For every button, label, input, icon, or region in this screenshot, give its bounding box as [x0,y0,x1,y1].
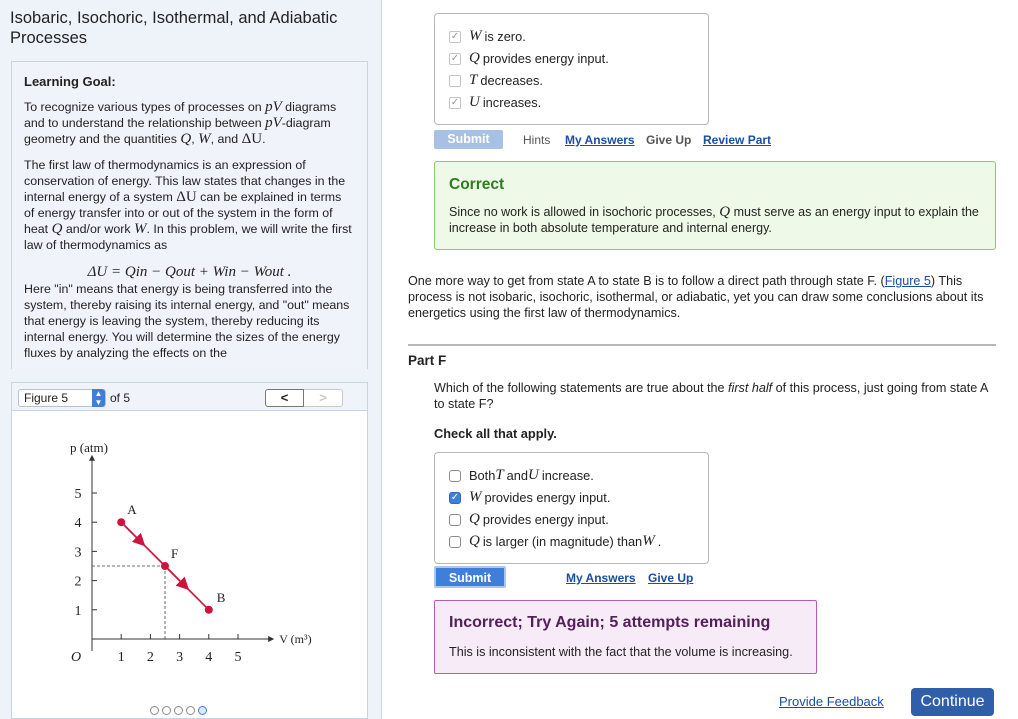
y-axis-label: p (atm) [70,439,108,455]
checkbox-checked[interactable]: ✓ [450,52,460,64]
next-figure-button[interactable]: > [304,389,343,407]
checkbox-unchecked[interactable] [449,514,461,526]
hints-button[interactable]: Hints [523,133,551,147]
part-f-option-1[interactable]: Both T and U increase. [449,467,594,484]
previous-part-options [434,13,709,125]
transition-text: One more way to get from state A to state B is to follow a direct path through state F. (Figure 5) This process is not isobaric, isochoric, isothermal, or adiabatic, yet you can draw some conclusions about its energetics using the first law of thermodynamics. [408,274,984,320]
y-tick-label: 5 [74,487,82,502]
pager-dot-2[interactable] [162,706,171,715]
checkbox-unchecked[interactable] [449,470,461,482]
part-f-submit-button[interactable]: Submit [434,566,506,588]
prev-option-3[interactable]: T decreases. [449,72,543,89]
x-tick-label: 2 [146,650,154,665]
correct-text: Since no work is allowed in isochoric processes, Q must serve as an energy input to explain the increase in both absolute temperature and internal energy. [449,204,979,235]
x-tick-label: 5 [234,650,242,665]
checkbox-checked[interactable]: ✓ [450,96,460,108]
prev-option-1[interactable]: ✓ W is zero. [450,28,526,44]
correct-feedback [434,161,996,250]
give-up-button[interactable]: Give Up [646,133,692,147]
part-f-my-answers-link[interactable]: My Answers [566,571,636,585]
x-axis-label: V (m³) [279,632,312,646]
learning-goal-box[interactable] [11,61,368,369]
learning-goal-text: To recognize various types of processes on pV diagrams and to understand the relationship between pV-diagram geometry and the quantities Q, W, and ΔU. [24,99,337,147]
part-f-option-4[interactable]: Q is larger (in magnitude) than W . [449,533,661,550]
figure-toolbar [12,383,367,411]
pager-dot-4[interactable] [186,706,195,715]
figure-5-link[interactable]: Figure 5 [884,274,931,288]
y-tick-label: 3 [74,545,82,561]
part-divider [408,344,996,346]
state-point-b [205,606,213,614]
incorrect-title: Incorrect; Try Again; 5 attempts remaining [449,614,771,631]
pv-diagram [12,412,367,702]
checkbox-checked[interactable]: ✓ [450,30,460,42]
pager-dot-1[interactable] [150,706,159,715]
previous-figure-button[interactable]: < [265,389,304,407]
in-out-explanation: Here "in" means that energy is being transferred into the system, thereby raising its internal energy, and "out" means that energy is leaving the system, thereby reducing its internal energy. You will determine the sizes of the energy fluxes by analyzing the effects on the [24,282,350,360]
part-f-option-3[interactable]: Q provides energy input. [449,511,609,528]
checkbox-checked[interactable]: ✓ [450,491,460,503]
left-panel [0,0,382,719]
learning-goal-heading: Learning Goal: [24,74,116,89]
first-law-equation: ΔU = Qin − Qout + Win − Wout . [87,264,292,280]
state-point-f [161,562,169,570]
part-f-question: Which of the following statements are true about the first half of this process, just going from state A to state F? [434,381,988,411]
y-tick-label: 4 [74,516,82,532]
provide-feedback-link[interactable]: Provide Feedback [779,694,884,709]
checkbox-unchecked[interactable] [449,536,461,548]
incorrect-feedback [434,600,817,674]
checkbox-unchecked[interactable] [449,75,461,87]
part-f-option-2[interactable]: ✓ W provides energy input. [450,489,611,505]
prev-option-4[interactable]: ✓ U increases. [450,94,542,110]
part-f-title: Part F [408,353,447,368]
pager-dot-5[interactable] [198,706,207,715]
continue-button[interactable]: Continue [911,688,994,716]
y-tick-label: 2 [74,574,82,590]
correct-title: Correct [449,176,505,193]
chevron-updown-icon: ▲ ▼ [92,389,105,407]
y-tick-label: 1 [74,603,82,619]
page-title: Isobaric, Isochoric, Isothermal, and Adiabatic Processes [10,9,338,47]
part-f-give-up-link[interactable]: Give Up [648,571,694,585]
first-law-text: The first law of thermodynamics is an expression of conservation of energy. This law states that changes in the internal energy of a system ΔU can be explained in terms of energy transfer into or out of the system in the form of heat Q and/or work W. In this problem, we will write the first law of thermodynamics as [24,158,352,252]
my-answers-link[interactable]: My Answers [565,133,635,147]
direction-arrow [121,522,143,544]
previous-submit-button[interactable]: Submit [434,130,503,149]
x-tick-label: 1 [117,650,125,665]
incorrect-text: This is inconsistent with the fact that the volume is increasing. [449,645,793,659]
figure-count: of 5 [110,391,131,405]
review-part-link[interactable]: Review Part [703,133,772,147]
origin-label: O [70,650,82,665]
state-label-b: B [216,589,226,605]
figure-panel [11,382,368,719]
check-all-instruction: Check all that apply. [434,426,557,441]
x-tick-label: 4 [205,650,213,665]
prev-option-2[interactable]: ✓ Q provides energy input. [450,50,609,66]
figure-pager [150,703,210,718]
figure-select[interactable]: Figure 5 ▲ ▼ [18,389,106,407]
pager-dot-3[interactable] [174,706,183,715]
direction-arrow [165,566,187,588]
state-label-a: A [127,502,137,518]
x-tick-label: 3 [176,650,184,665]
state-label-f: F [171,546,179,561]
part-f-options [434,452,709,564]
state-point-a [117,518,125,526]
